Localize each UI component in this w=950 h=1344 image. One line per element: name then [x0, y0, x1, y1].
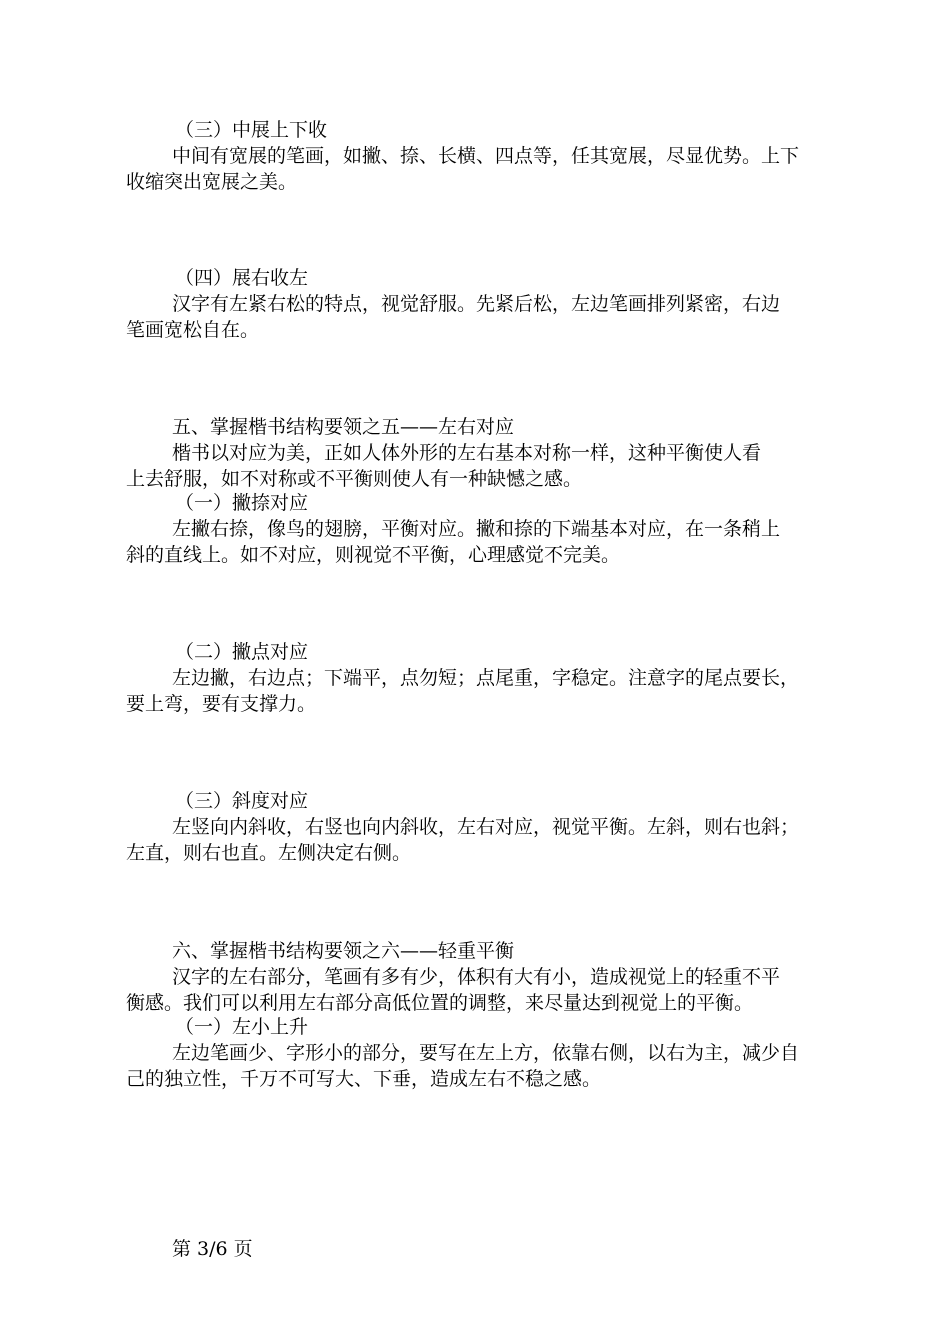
paragraph-line: 上去舒服，如不对称或不平衡则使人有一种缺憾之感。 — [126, 468, 583, 490]
chapter-title: 六、掌握楷书结构要领之六——轻重平衡 — [172, 940, 515, 962]
chapter-title: 五、掌握楷书结构要领之五——左右对应 — [172, 416, 515, 438]
paragraph-line: 收缩突出宽展之美。 — [126, 171, 298, 193]
paragraph-line: 楷书以对应为美，正如人体外形的左右基本对称一样，这种平衡使人看 — [172, 442, 762, 464]
paragraph-line: 汉字的左右部分，笔画有多有少，体积有大有小，造成视觉上的轻重不平 — [172, 966, 781, 988]
paragraph-line: 己的独立性，千万不可写大、下垂，造成左右不稳之感。 — [126, 1068, 602, 1090]
paragraph-line: 笔画宽松自在。 — [126, 319, 260, 341]
section-heading: （一）撇捺对应 — [175, 492, 309, 514]
paragraph-line: 衡感。我们可以利用左右部分高低位置的调整，来尽量达到视觉上的平衡。 — [126, 992, 754, 1014]
paragraph-line: 斜的直线上。如不对应，则视觉不平衡，心理感觉不完美。 — [126, 544, 621, 566]
paragraph-line: 左竖向内斜收，右竖也向内斜收，左右对应，视觉平衡。左斜，则右也斜； — [172, 816, 800, 838]
paragraph-line: 左撇右捺，像鸟的翅膀，平衡对应。撇和捺的下端基本对应，在一条稍上 — [172, 518, 781, 540]
section-heading: （一）左小上升 — [175, 1016, 309, 1038]
paragraph-line: 左直，则右也直。左侧决定右侧。 — [126, 842, 412, 864]
paragraph-line: 要上弯，要有支撑力。 — [126, 693, 317, 715]
page-number: 第 3/6 页 — [172, 1238, 253, 1260]
paragraph-line: 左边笔画少、字形小的部分，要写在左上方，依靠右侧，以右为主，减少自 — [172, 1042, 800, 1064]
paragraph-line: 左边撇，右边点；下端平，点勿短；点尾重，字稳定。注意字的尾点要长， — [172, 667, 800, 689]
section-heading: （二）撇点对应 — [175, 641, 309, 663]
section-heading: （三）中展上下收 — [175, 119, 328, 141]
paragraph-line: 汉字有左紧右松的特点，视觉舒服。先紧后松，左边笔画排列紧密，右边 — [172, 293, 781, 315]
paragraph-line: 中间有宽展的笔画，如撇、捺、长横、四点等，任其宽展，尽显优势。上下 — [172, 145, 800, 167]
section-heading: （三）斜度对应 — [175, 790, 309, 812]
section-heading: （四）展右收左 — [175, 267, 309, 289]
